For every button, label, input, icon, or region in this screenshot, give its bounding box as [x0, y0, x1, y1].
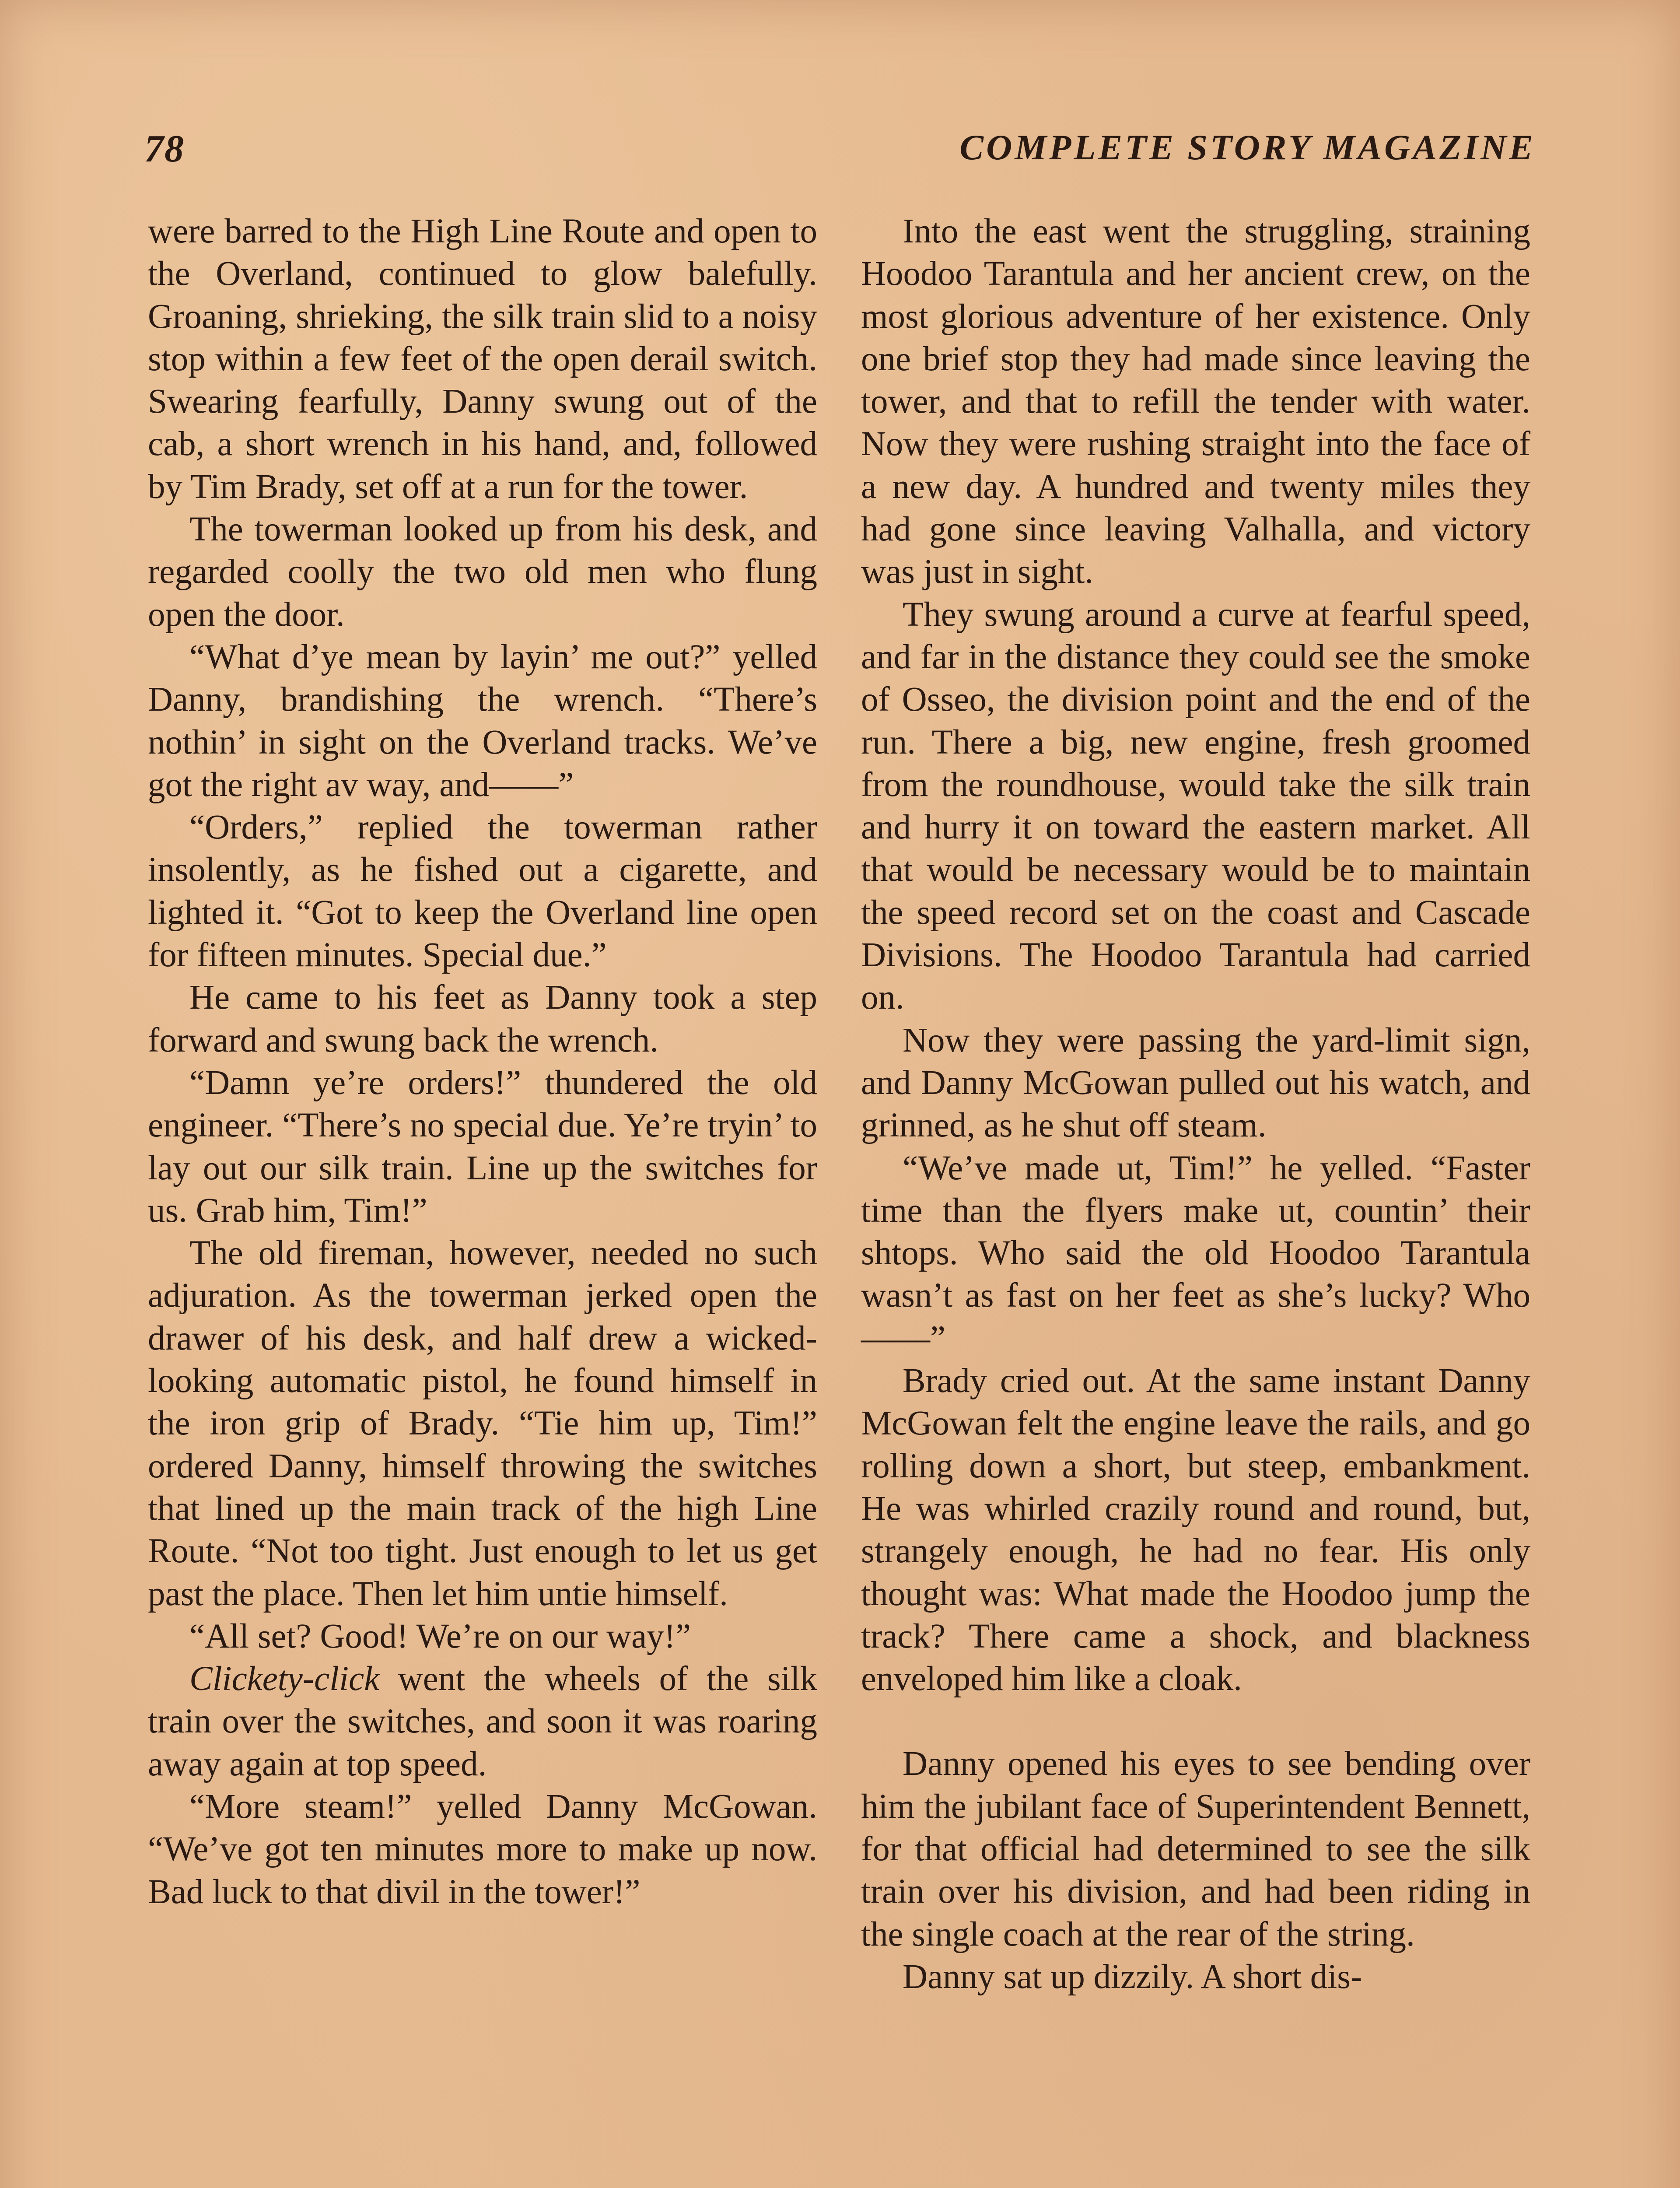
paragraph: Now they were passing the yard-limit sign, and Danny McGowan pulled out his watch, and grinned, as he shut off steam.: [861, 1021, 1530, 1145]
paragraph: “More steam!” yelled Danny McGowan. “We’ve got ten minutes more to make up now. Bad luck to that divil in the tower!”: [148, 1787, 817, 1911]
paragraph: “Orders,” replied the towerman rather insolently, as he fished out a cigarette, and lighted it. “Got to keep the Overland line open for fifteen minutes. Special due.”: [148, 808, 817, 975]
paragraph: Brady cried out. At the same instant Danny McGowan felt the engine leave the rails, and go rolling down a short, but steep, embankment. He was whirled crazily round and round, but, strangely enough, he had no fear. His only thought was: What made the Hoodoo jump the track? There came a shock, and blackness enveloped him like a cloak.: [861, 1362, 1530, 1698]
right-column: [861, 210, 1530, 1998]
paragraph: “We’ve made ut, Tim!” he yelled. “Faster time than the flyers make ut, countin’ their shtops. Who said the old Hoodoo Tarantula wasn’t as fast on her feet as she’s lucky? Who——”: [861, 1149, 1530, 1357]
page-header: [144, 127, 1536, 175]
paragraph: were barred to the High Line Route and open to the Overland, continued to glow balefully. Groaning, shrieking, the silk train slid to a noisy stop within a few feet of the open derail switch. Swearing fearfully, Danny swung out of the cab, a short wrench in his hand, and, followed by Tim Brady, set off at a run for the tower.: [148, 212, 817, 506]
paragraph: “What d’ye mean by layin’ me out?” yelled Danny, brandishing the wrench. “There’s nothin’ in sight on the Overland tracks. We’ve got the right av way, and——”: [148, 638, 817, 804]
paragraph: Into the east went the struggling, straining Hoodoo Tarantula and her ancient crew, on the most glorious adventure of her existence. Only one brief stop they had made since leaving the tower, and that to refill the tender with water. Now they were rushing straight into the face of a new day. A hundred and twenty miles they had gone since leaving Valhalla, and victory was just in sight.: [861, 212, 1530, 591]
paragraph: They swung around a curve at fearful speed, and far in the distance they could see the smoke of Osseo, the division point and the end of the run. There a big, new engine, fresh groomed from the roundhouse, would take the silk train and hurry it on toward the eastern market. All that would be necessary would be to maintain the speed record set on the coast and Cascade Divisions. The Hoodoo Tarantula had carried on.: [861, 595, 1530, 1017]
paragraph: The old fireman, however, needed no such adjuration. As the towerman jerked open the drawer of his desk, and half drew a wicked-looking automatic pistol, he found himself in the iron grip of Brady. “Tie him up, Tim!” ordered Danny, himself throwing the switches that lined up the main track of the high Line Route. “Not too tight. Just enough to let us get past the place. Then let him untie himself.: [148, 1234, 817, 1613]
paragraph: The towerman looked up from his desk, and regarded coolly the two old men who flung open the door.: [148, 510, 817, 634]
paragraph: “Damn ye’re orders!” thundered the old engineer. “There’s no special due. Ye’re tryin’ to lay out our silk train. Line up the switches for us. Grab him, Tim!”: [148, 1063, 817, 1230]
italic-text: Clickety-click: [189, 1660, 380, 1698]
magazine-title: COMPLETE STORY MAGAZINE: [959, 127, 1536, 167]
paragraph-text: went the wheels of the silk train over the switches, and soon it was roaring away again at top speed.: [148, 1660, 817, 1783]
paragraph: He came to his feet as Danny took a step forward and swung back the wrench.: [148, 978, 817, 1059]
left-column: [148, 210, 817, 1913]
paragraph: Danny opened his eyes to see bending over him the jubilant face of Superintendent Bennett, for that official had determined to see the silk train over his division, and had been riding in the single coach at the rear of the string.: [861, 1745, 1530, 1953]
paragraph: Danny sat up dizzily. A short dis-: [903, 1957, 1362, 1996]
paragraph: [148, 1658, 817, 1785]
page-number: 78: [144, 128, 185, 170]
paragraph: “All set? Good! We’re on our way!”: [189, 1617, 691, 1655]
